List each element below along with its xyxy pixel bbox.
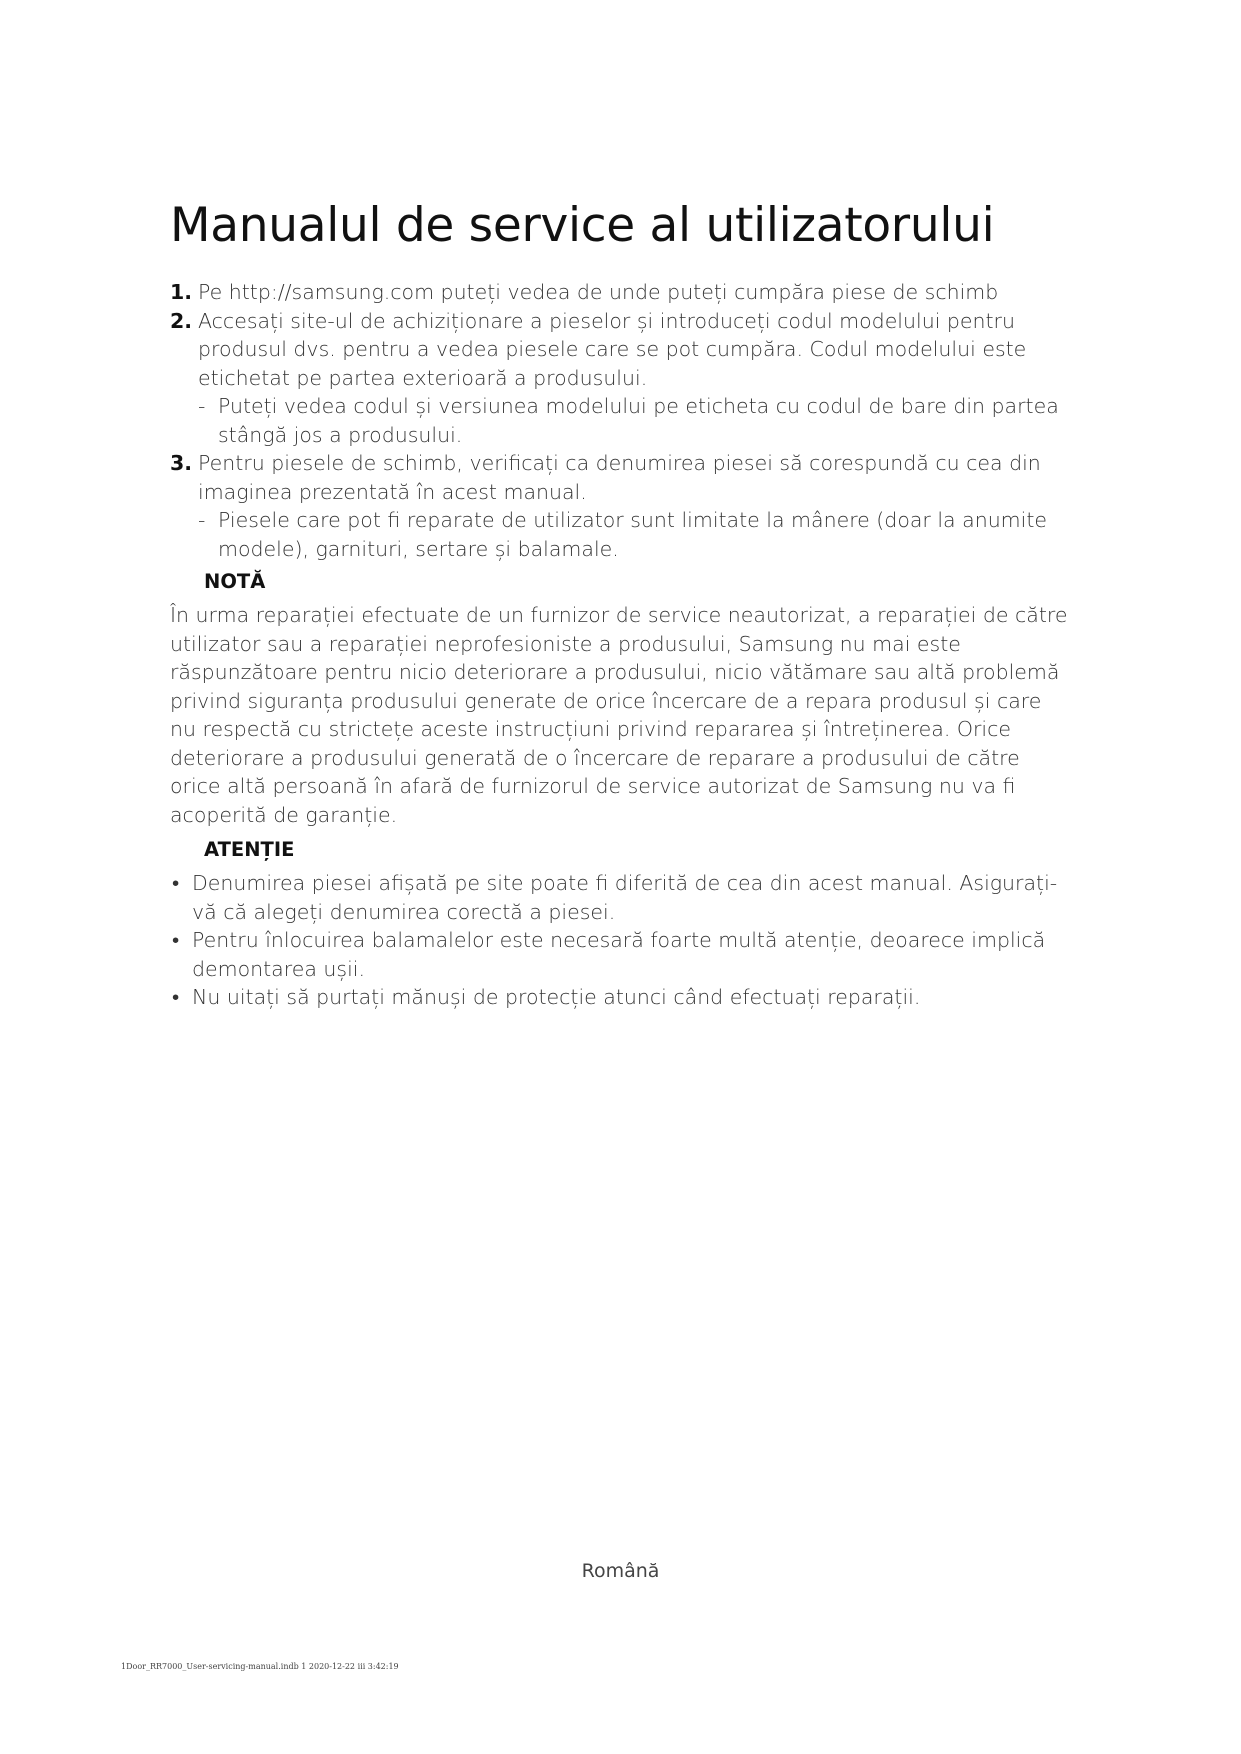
print-info: 1Door_RR7000_User-servicing-manual.indb 1 2020-12-22 ⅲ 3:42:19 [121, 1662, 399, 1671]
step-text: Accesați site-ul de achiziționare a pieselor și introduceți codul modelului pentru produsul dvs. pentru a vedea piesele care se pot cumpăra. Codul modelului este etichetat pe partea exterioară a produsului. [198, 308, 1027, 390]
step-2 [170, 307, 1070, 393]
document-body [170, 278, 1070, 1012]
dash-marker: - [198, 394, 206, 418]
caution-item [170, 869, 1070, 926]
step-number: 1. [170, 280, 193, 304]
note-heading: NOTĂ [204, 570, 266, 593]
bullet-marker: • [172, 928, 180, 952]
caution-item-text: Denumirea piesei afișată pe site poate fi diferită de cea din acest manual. Asigurați-vă că alegeți denumirea corectă a piesei. [192, 871, 1058, 924]
caution-heading: ATENȚIE [204, 838, 295, 861]
step-2-subnote [170, 392, 1070, 449]
bullet-marker: • [172, 871, 180, 895]
caution-item-text: Pentru înlocuirea balamalelor este necesară foarte multă atenție, deoarece implică demontarea ușii. [192, 928, 1046, 981]
step-3-subnote [170, 506, 1070, 563]
caution-item [170, 926, 1070, 983]
caution-item [170, 983, 1070, 1012]
bullet-marker: • [172, 985, 180, 1009]
step-3 [170, 449, 1070, 506]
step-1 [170, 278, 1070, 307]
step-number: 2. [170, 308, 193, 333]
footer-language: Română [581, 1560, 660, 1582]
page-title: Manualul de service al utilizatorului [170, 198, 995, 253]
dash-marker: - [198, 508, 206, 532]
subnote-text: Piesele care pot fi reparate de utilizator sunt limitate la mânere (doar la anumite modele), garnituri, sertare și balamale. [218, 508, 1047, 561]
caution-item-text: Nu uitați să purtați mănuși de protecție atunci când efectuați reparații. [192, 985, 921, 1009]
step-text: Pe http://samsung.com puteți vedea de unde puteți cumpăra piese de schimb [198, 280, 999, 304]
note-text: În urma reparației efectuate de un furnizor de service neautorizat, a reparației de către utilizator sau a reparației neprofesioniste a produsului, Samsung nu mai este răspunzătoare pentru nicio deteriorare a produsului, nicio vătămare sau altă problemă privind siguranța produsului generate de orice încercare de a repara produsul și care nu respectă cu strictețe aceste instrucțiuni privind repararea și întreținerea. Orice deteriorare a produsului generată de o încercare de reparare a produsului de către orice altă persoană în afară de furnizorul de service autorizat de Samsung nu va fi acoperită de garanție. [170, 603, 1068, 827]
caution-list [170, 869, 1070, 1012]
step-text: Pentru piesele de schimb, verificați ca denumirea piesei să corespundă cu cea din imaginea prezentată în acest manual. [198, 451, 1041, 504]
step-number: 3. [170, 451, 193, 475]
subnote-text: Puteți vedea codul și versiunea modelului pe eticheta cu codul de bare din partea stângă jos a produsului. [218, 394, 1059, 447]
